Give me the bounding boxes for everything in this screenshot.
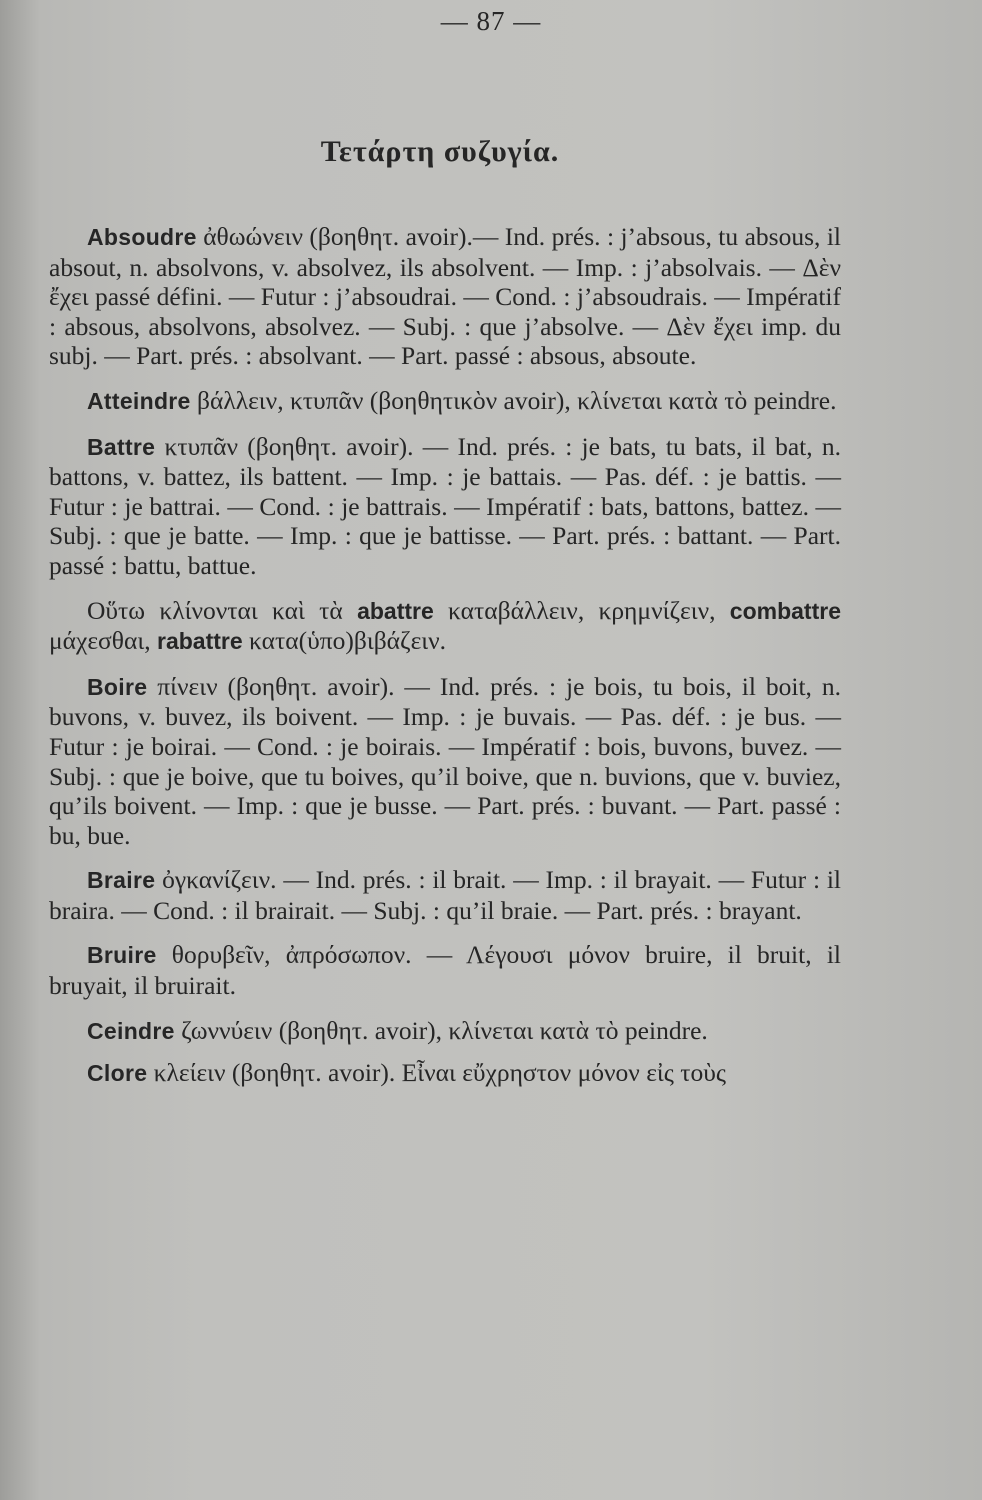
headword: combattre [729, 597, 841, 624]
headword: Ceindre [87, 1017, 175, 1044]
headword: Absoudre [87, 224, 197, 250]
entry-clore [49, 1058, 841, 1089]
entry-ceindre [49, 1016, 841, 1047]
entry-text: πίνειν (βοηθητ. avoir). — Ind. prés. : je bois, tu bois, il boit, n. buvons, v. buvez, ils boivent. — Imp. : je buvais. — Pas. déf. : je bus. — Futur : je boirai. — Cond. : je boirais. — Impératif : bois, buvons, buvez. — Subj. : que je boive, que tu boives, qu’il boive, que n. buvions, que v. buviez, qu’ils boivent. — Imp. : que je busse. — Part. prés. : buvant. — Part. passé : bu, bue. [49, 671, 841, 850]
headword: abattre [357, 597, 434, 624]
page-number: — 87 — [440, 6, 542, 36]
headword: rabattre [157, 628, 243, 655]
entry-text: κατα(ὑπο)βιβάζειν. [242, 626, 447, 656]
entry-text: ἀθωώνειν (βοηθητ. avoir).— Ind. prés. : j’absous, tu absous, il absout, n. absolvons, v. absolvez, ils absolvent. — Imp. : j’absolvais. — Δὲν ἔχει passé défini. — Futur : j’absoudrai. — Cond. : j’absoudrais. — Impératif : absous, absolvons, absolvez. — Subj. : que j’absolve. — Δὲν ἔχει imp. du subj. — Part. prés. : absolvant. — Part. passé : absous, absoute. [49, 222, 841, 371]
entry-text: θορυβεῖν, ἀπρόσωπον. — Λέγουσι μόνον bruire, il bruit, il bruyait, il bruirait. [49, 940, 841, 1001]
entry-text: κτυπᾶν (βοηθητ. avoir). — Ind. prés. : je bats, tu bats, il bat, n. battons, v. battez, ils battent. — Imp. : je battais. — Pas. déf. : je battis. — Futur : je battrai. — Cond. : je battrais. — Impératif : bats, battons, battez. — Subj. : que je batte. — Imp. : que je battisse. — Part. prés. : battant. — Part. passé : battu, battue. [49, 431, 841, 580]
entry-text: κλείειν (βοηθητ. avoir). Εἶναι εὔχρηστον μόνον εἰς τοὺς [147, 1058, 726, 1088]
headword: Boire [87, 673, 148, 700]
page-body [49, 222, 841, 1101]
headword: Battre [87, 433, 156, 460]
entry-battre-derivatives [49, 596, 841, 657]
entry-braire [49, 865, 841, 925]
entry-text: Οὕτω κλίνονται καὶ τὰ [87, 595, 358, 625]
entry-boire [49, 672, 841, 851]
entry-text: μάχεσθαι, [49, 626, 157, 656]
entry-text: καταβάλλειν, κρημνίζειν, [433, 595, 730, 625]
headword: Braire [87, 867, 156, 894]
entry-absoudre [49, 222, 841, 371]
entry-bruire [49, 940, 841, 1000]
headword: Bruire [87, 942, 157, 969]
entry-battre [49, 432, 841, 581]
headword: Clore [87, 1060, 148, 1087]
headword: Atteindre [87, 387, 191, 414]
entry-text: βάλλειν, κτυπᾶν (βοηθητικὸν avoir), κλίνεται κατὰ τὸ peindre. [190, 385, 837, 415]
entry-atteindre [49, 386, 841, 417]
entry-text: ὀγκανίζειν. — Ind. prés. : il brait. — Imp. : il brayait. — Futur : il braira. — Cond. : il brairait. — Subj. : qu’il braie. — Part. prés. : brayant. [49, 865, 841, 925]
section-title: Τετάρτη συζυγία. [320, 135, 560, 168]
entry-text: ζωννύειν (βοηθητ. avoir), κλίνεται κατὰ τὸ peindre. [174, 1015, 708, 1045]
